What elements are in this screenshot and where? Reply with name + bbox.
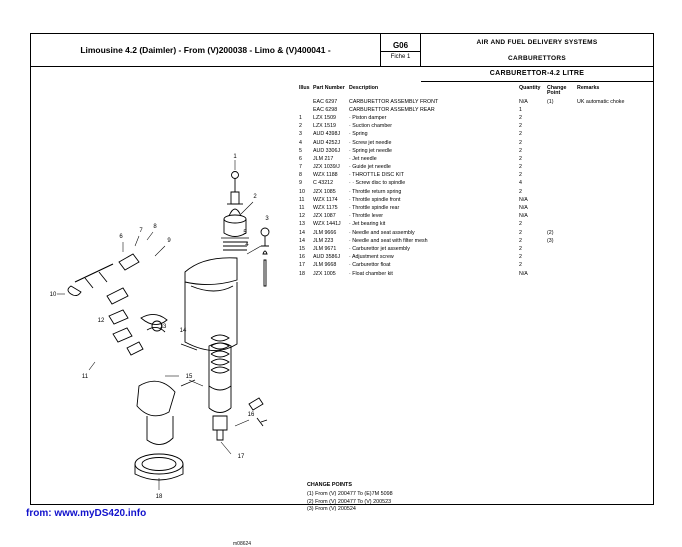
- cell-part-number: JZX 1085: [313, 188, 336, 195]
- cell-part-number: JLM 9668: [313, 262, 337, 269]
- cell-part-number: LZX 1509: [313, 114, 336, 121]
- svg-text:5: 5: [243, 230, 247, 236]
- cell-part-number: C 43212: [313, 180, 334, 187]
- cell-quantity: 2: [519, 172, 522, 179]
- cell-description: · Throttle lever: [349, 213, 384, 220]
- cell-part-number: JLM 9671: [313, 245, 337, 252]
- cell-description: · Carburettor float: [349, 262, 391, 269]
- cell-description: · Adjustment screw: [349, 254, 394, 261]
- cell-description: · Piston damper: [349, 114, 387, 121]
- change-point-item: (2) From (V) 200477 To (V) 200523: [307, 498, 392, 505]
- cell-illus: 11: [299, 196, 305, 203]
- cell-quantity: 2: [519, 114, 522, 121]
- cell-quantity: N/A: [519, 196, 528, 203]
- svg-text:6: 6: [119, 234, 123, 240]
- cell-quantity: N/A: [519, 205, 528, 212]
- cell-description: · Float chamber kit: [349, 270, 393, 277]
- cell-illus: 5: [299, 147, 302, 154]
- cell-description: · Jet bearing kit: [349, 221, 386, 228]
- svg-text:4: 4: [245, 242, 249, 248]
- cell-illus: 8: [299, 172, 302, 179]
- cell-quantity: N/A: [519, 270, 528, 277]
- change-points-title: CHANGE POINTS: [307, 482, 352, 488]
- fiche-label: Fiche 1: [390, 53, 411, 60]
- cell-illus: 3: [299, 131, 302, 138]
- footer-prefix: from:: [26, 508, 52, 519]
- cell-part-number: JZX 1005: [313, 270, 336, 277]
- cell-description: · Screw jet needle: [349, 139, 392, 146]
- cell-description: · Throttle spindle rear: [349, 205, 400, 212]
- cell-part-number: EAC 6298: [313, 106, 338, 113]
- cell-quantity: 2: [519, 139, 522, 146]
- cell-description: · Guide jet needle: [349, 164, 391, 171]
- svg-text:18: 18: [155, 494, 163, 500]
- group-code: G06: [381, 41, 420, 52]
- svg-text:1: 1: [233, 154, 237, 160]
- cell-quantity: 2: [519, 188, 522, 195]
- svg-text:16: 16: [247, 412, 255, 418]
- cell-illus: 6: [299, 155, 302, 162]
- cell-part-number: WZX 1188: [313, 172, 338, 179]
- cell-illus: 4: [299, 139, 302, 146]
- cell-quantity: 2: [519, 262, 522, 269]
- svg-text:12: 12: [97, 318, 105, 324]
- cell-part-number: WZX 1441J: [313, 221, 341, 228]
- system-header: [421, 34, 653, 66]
- group-code-cell: [381, 34, 421, 66]
- change-point-item: (1) From (V) 200477 To (E)7M 5098: [307, 490, 393, 497]
- cell-description: CARBURETTOR ASSEMBLY REAR: [349, 106, 435, 113]
- svg-text:2: 2: [253, 194, 257, 200]
- cell-illus: 14: [299, 229, 305, 236]
- col-quantity: Quantity: [519, 85, 541, 91]
- system-subtitle: CARBURETTORS: [507, 54, 566, 62]
- col-illus: Illus: [299, 85, 310, 91]
- cell-quantity: 2: [519, 123, 522, 130]
- svg-text:3: 3: [265, 216, 269, 222]
- cell-quantity: 2: [519, 221, 522, 228]
- sheet-header: [31, 34, 653, 67]
- cell-quantity: 2: [519, 229, 522, 236]
- svg-text:10: 10: [49, 292, 57, 298]
- cell-quantity: 2: [519, 147, 522, 154]
- cell-change-point: (1): [547, 98, 554, 105]
- cell-quantity: 1: [519, 106, 522, 113]
- table-row: [299, 272, 649, 280]
- cell-part-number: WZX 1175: [313, 205, 338, 212]
- parts-table: [299, 86, 649, 280]
- cell-illus: 16: [299, 254, 305, 261]
- cell-part-number: EAC 6297: [313, 98, 338, 105]
- cell-illus: 7: [299, 164, 302, 171]
- cell-illus: 18: [299, 270, 305, 277]
- cell-illus: 13: [299, 221, 305, 228]
- cell-description: · Throttle spindle front: [349, 196, 401, 203]
- cell-part-number: WZX 1174: [313, 196, 338, 203]
- cell-part-number: JLM 9666: [313, 229, 337, 236]
- change-point-item: (3) From (V) 200524: [307, 506, 356, 513]
- cell-part-number: JLM 217: [313, 155, 334, 162]
- col-change-point: [547, 86, 577, 97]
- cell-description: · Carburettor jet assembly: [349, 245, 410, 252]
- col-description: Description: [349, 85, 379, 91]
- svg-text:7: 7: [139, 228, 143, 234]
- system-title: AIR AND FUEL DELIVERY SYSTEMS: [476, 38, 598, 46]
- cell-description: · Throttle return spring: [349, 188, 402, 195]
- cell-quantity: 2: [519, 131, 522, 138]
- cell-quantity: 2: [519, 164, 522, 171]
- cell-part-number: JZX 1087: [313, 213, 336, 220]
- cell-quantity: 2: [519, 155, 522, 162]
- cell-quantity: 2: [519, 254, 522, 261]
- svg-text:9: 9: [167, 238, 171, 244]
- cell-description: · Jet needle: [349, 155, 377, 162]
- source-footer: [26, 508, 146, 519]
- cell-part-number: JLM 223: [313, 237, 334, 244]
- cell-description: · Spring jet needle: [349, 147, 392, 154]
- cell-illus: 12: [299, 213, 305, 220]
- svg-text:13: 13: [159, 324, 167, 330]
- footer-url[interactable]: www.myDS420.info: [54, 508, 147, 519]
- cell-part-number: JZX 1039/J: [313, 164, 340, 171]
- col-change-point-line2: Point: [547, 90, 561, 97]
- cell-remarks: UK automatic choke: [577, 98, 625, 105]
- cell-description: · Spring: [349, 131, 368, 138]
- cell-illus: 9: [299, 180, 302, 187]
- cell-description: · THROTTLE DISC KIT: [349, 172, 404, 179]
- cell-part-number: AUD 3306J: [313, 147, 341, 154]
- cell-quantity: 2: [519, 237, 522, 244]
- cell-illus: 15: [299, 245, 305, 252]
- svg-text:17: 17: [237, 454, 245, 460]
- cell-quantity: N/A: [519, 213, 528, 220]
- subsection-title: CARBURETTOR-4.2 LITRE: [421, 66, 653, 82]
- change-points-block: [307, 482, 567, 514]
- parts-table-header: [299, 86, 649, 97]
- svg-text:14: 14: [179, 328, 187, 334]
- cell-part-number: AUD 4398J: [313, 131, 341, 138]
- svg-text:8: 8: [153, 224, 157, 230]
- cell-description: · Suction chamber: [349, 123, 392, 130]
- cell-illus: 2: [299, 123, 302, 130]
- svg-text:11: 11: [81, 374, 89, 380]
- cell-change-point: (3): [547, 237, 554, 244]
- cell-illus: 17: [299, 262, 305, 269]
- cell-description: CARBURETTOR ASSEMBLY FRONT: [349, 98, 439, 105]
- cell-description: · · Screw disc to spindle: [349, 180, 406, 187]
- col-change-point-line1: Change: [547, 85, 567, 91]
- cell-illus: 10: [299, 188, 305, 195]
- cell-quantity: N/A: [519, 98, 528, 105]
- cell-description: · Needle and seat with filter mesh: [349, 237, 428, 244]
- model-title: Limousine 4.2 (Daimler) - From (V)200038 - Limo & (V)400041 -: [31, 34, 381, 66]
- col-part-number: Part Number: [313, 85, 345, 91]
- cell-part-number: AUD 4252J: [313, 139, 341, 146]
- cell-quantity: 2: [519, 245, 522, 252]
- cell-description: · Needle and seat assembly: [349, 229, 415, 236]
- cell-part-number: AUD 3586J: [313, 254, 341, 261]
- svg-text:15: 15: [185, 374, 193, 380]
- cell-quantity: 4: [519, 180, 522, 187]
- col-remarks: Remarks: [577, 85, 600, 91]
- cell-change-point: (2): [547, 229, 554, 236]
- figure-code: m08624: [233, 541, 252, 547]
- cell-illus: 14: [299, 237, 305, 244]
- carburettor-exploded-view: [35, 86, 297, 500]
- cell-illus: 1: [299, 114, 302, 121]
- cell-part-number: LZX 1519: [313, 123, 336, 130]
- cell-illus: 11: [299, 205, 305, 212]
